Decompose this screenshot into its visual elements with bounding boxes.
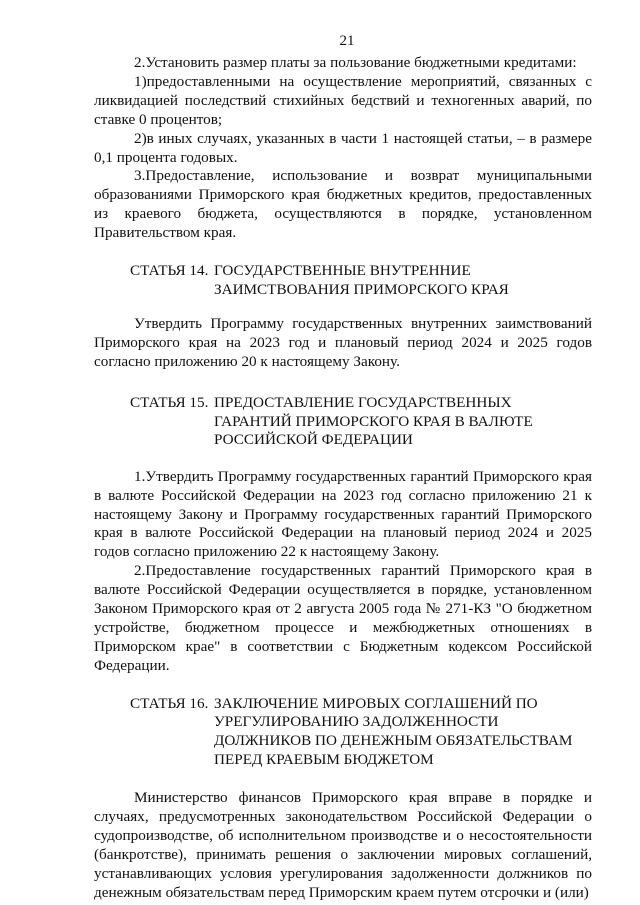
article-14-heading	[130, 262, 592, 299]
article-15-heading	[130, 394, 592, 450]
article-14-number: СТАТЬЯ 14.	[130, 262, 209, 280]
paragraph-fee-intro: 2.Установить размер платы за пользование бюджетными кредитами:	[134, 54, 577, 71]
document-page	[94, 32, 592, 903]
article-15-title: ПРЕДОСТАВЛЕНИЕ ГОСУДАРСТВЕННЫХ ГАРАНТИЙ ПРИМОРСКОГО КРАЯ В ВАЛЮТЕ РОССИЙСКОЙ ФЕДЕРАЦИИ	[214, 393, 533, 449]
article-16-number: СТАТЬЯ 16.	[130, 694, 209, 712]
article-14-title: ГОСУДАРСТВЕННЫЕ ВНУТРЕННИЕ ЗАИМСТВОВАНИЯ ПРИМОРСКОГО КРАЯ	[214, 262, 509, 298]
article-16-heading	[130, 695, 592, 769]
paragraph-credits-procedure: 3.Предоставление, использование и возврат муниципальными образованиями Приморского края бюджетных кредитов, предоставленных из краевого бюджета, осуществляются в порядке, установленном Правительством края.	[94, 167, 592, 242]
paragraph-fee-item-2: 2)в иных случаях, указанных в части 1 настоящей статьи, – в размере 0,1 процента годовых.	[94, 129, 592, 166]
paragraph-fee-item-1: 1)предоставленными на осуществление мероприятий, связанных с ликвидацией последствий стихийных бедствий и техногенных аварий, по ставке 0 процентов;	[94, 72, 592, 128]
article-16-title: ЗАКЛЮЧЕНИЕ МИРОВЫХ СОГЛАШЕНИЙ ПО УРЕГУЛИРОВАНИЮ ЗАДОЛЖЕННОСТИ ДОЛЖНИКОВ ПО ДЕНЕЖНЫМ ОБЯЗАТЕЛЬСТВАМ ПЕРЕД КРАЕВЫМ БЮДЖЕТОМ	[214, 694, 573, 768]
article-15-paragraph-1: 1.Утвердить Программу государственных гарантий Приморского края в валюте Российской Федерации на 2023 год согласно приложению 21 к настоящему Закону и Программу государственных гарантий Приморского края в валюте Российской Федерации на плановый период 2024 и 2025 годов согласно приложению 22 к настоящему Закону.	[94, 467, 592, 561]
article-15-number: СТАТЬЯ 15.	[130, 393, 209, 411]
article-16-paragraph: Министерство финансов Приморского края вправе в порядке и случаях, предусмотренных законодательством Российской Федерации о судопроизводстве, об исполнительном производстве и о несостоятельности (банкротстве), принимать решения о заключении мировых соглашений, устанавливающих условия урегулирования задолженности должников по денежным обязательствам перед Приморским краем путем отсрочки и (или)	[94, 789, 592, 901]
page-number: 21	[339, 33, 355, 49]
article-14-paragraph: Утвердить Программу государственных внутренних заимствований Приморского края на 2023 год и плановый период 2024 и 2025 годов согласно приложению 20 к настоящему Закону.	[94, 315, 592, 371]
article-15-paragraph-2: 2.Предоставление государственных гарантий Приморского края в валюте Российской Федерации осуществляется в порядке, установленном Законом Приморского края от 2 августа 2005 года № 271-КЗ "О бюджетном устройстве, бюджетном процессе и межбюджетных отношениях в Приморском крае" в соответствии с Бюджетным кодексом Российской Федерации.	[94, 562, 592, 674]
